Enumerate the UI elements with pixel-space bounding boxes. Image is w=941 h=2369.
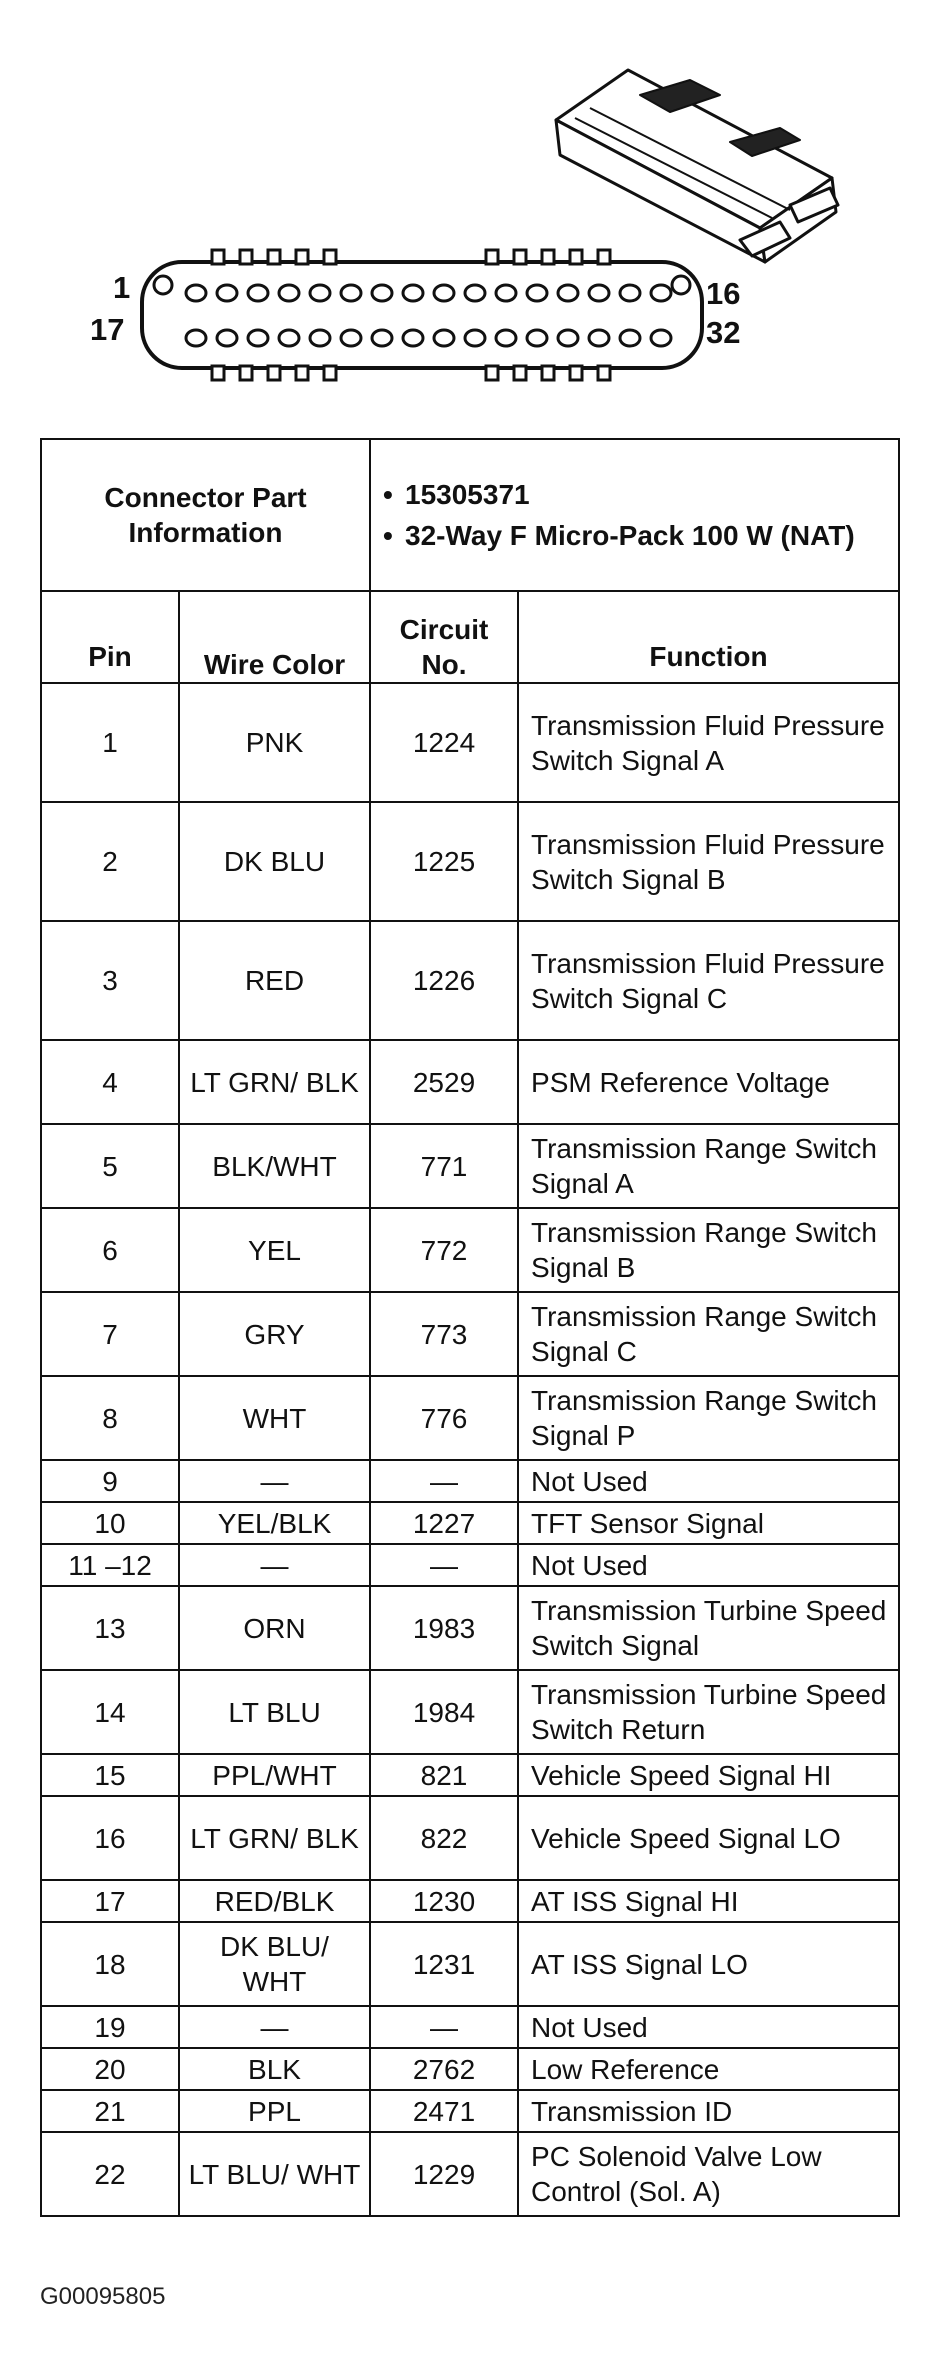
table-row — [41, 802, 899, 921]
cell-wire-color: RED — [179, 921, 370, 1040]
connector-info-values — [370, 439, 899, 591]
pin-label-16: 16 — [706, 276, 741, 311]
pin-socket — [372, 285, 392, 301]
part-number: 15305371 — [405, 479, 530, 510]
cell-wire-color: — — [179, 1544, 370, 1586]
cell-function: Not Used — [518, 2006, 899, 2048]
cell-function: Not Used — [518, 1460, 899, 1502]
cell-function: Transmission Turbine Speed Switch Return — [518, 1670, 899, 1754]
cell-pin: 8 — [41, 1376, 179, 1460]
pin-socket — [341, 330, 361, 346]
pin-label-32: 32 — [706, 315, 741, 350]
cell-function: Transmission Range Switch Signal C — [518, 1292, 899, 1376]
pin-socket — [558, 285, 578, 301]
connector-info-row — [41, 439, 899, 591]
pin-label-1: 1 — [113, 270, 131, 305]
cell-wire-color: PNK — [179, 683, 370, 802]
pin-socket — [434, 330, 454, 346]
cell-circuit: 772 — [370, 1208, 518, 1292]
cell-function: Low Reference — [518, 2048, 899, 2090]
connector-face — [142, 250, 702, 380]
cell-circuit: 1226 — [370, 921, 518, 1040]
figure-id: G00095805 — [40, 2283, 166, 2310]
column-header-function: Function — [518, 591, 899, 683]
pin-socket — [620, 330, 640, 346]
cell-pin: 18 — [41, 1922, 179, 2006]
cell-function: PC Solenoid Valve Low Control (Sol. A) — [518, 2132, 899, 2216]
pin-socket — [558, 330, 578, 346]
pin-socket — [496, 330, 516, 346]
table-row — [41, 1754, 899, 1796]
pin-socket — [248, 330, 268, 346]
pin-socket — [527, 285, 547, 301]
table-row — [41, 1460, 899, 1502]
cell-circuit: 1229 — [370, 2132, 518, 2216]
cell-circuit: — — [370, 1460, 518, 1502]
cell-function: Transmission Range Switch Signal B — [518, 1208, 899, 1292]
cell-pin: 10 — [41, 1502, 179, 1544]
cell-wire-color: LT BLU/ WHT — [179, 2132, 370, 2216]
cell-circuit: 822 — [370, 1796, 518, 1880]
cell-function: Vehicle Speed Signal LO — [518, 1796, 899, 1880]
pin-socket — [465, 285, 485, 301]
cell-wire-color: — — [179, 2006, 370, 2048]
table-row — [41, 2006, 899, 2048]
cell-pin: 15 — [41, 1754, 179, 1796]
cell-pin: 7 — [41, 1292, 179, 1376]
cell-circuit: — — [370, 2006, 518, 2048]
table-row — [41, 921, 899, 1040]
cell-circuit: 776 — [370, 1376, 518, 1460]
table-row — [41, 1544, 899, 1586]
cell-pin: 14 — [41, 1670, 179, 1754]
cell-function: Transmission Range Switch Signal P — [518, 1376, 899, 1460]
part-number-item: • 15305371 — [383, 479, 530, 510]
connector-info-header: Connector Part Information — [41, 439, 370, 591]
pin-socket — [217, 285, 237, 301]
cell-function: Transmission ID — [518, 2090, 899, 2132]
pin-socket — [279, 285, 299, 301]
cell-function: Transmission Turbine Speed Switch Signal — [518, 1586, 899, 1670]
cell-circuit: 771 — [370, 1124, 518, 1208]
cell-pin: 4 — [41, 1040, 179, 1124]
cell-pin: 16 — [41, 1796, 179, 1880]
connector-figure — [0, 0, 941, 430]
pin-socket — [651, 285, 671, 301]
column-header-row — [41, 591, 899, 683]
connector-drawing — [0, 0, 941, 430]
cell-function: Not Used — [518, 1544, 899, 1586]
cell-function: AT ISS Signal HI — [518, 1880, 899, 1922]
pin-label-17: 17 — [90, 312, 125, 347]
cell-function: Transmission Range Switch Signal A — [518, 1124, 899, 1208]
cell-circuit: 2529 — [370, 1040, 518, 1124]
table-row — [41, 1376, 899, 1460]
cell-wire-color: BLK/WHT — [179, 1124, 370, 1208]
pin-socket — [341, 285, 361, 301]
table-row — [41, 1586, 899, 1670]
table-row — [41, 1796, 899, 1880]
cell-wire-color: LT BLU — [179, 1670, 370, 1754]
cell-pin: 11 –12 — [41, 1544, 179, 1586]
connector-type-item: • 32-Way F Micro-Pack 100 W (NAT) — [383, 520, 855, 551]
cell-pin: 3 — [41, 921, 179, 1040]
table-row — [41, 683, 899, 802]
cell-wire-color: — — [179, 1460, 370, 1502]
cell-function: TFT Sensor Signal — [518, 1502, 899, 1544]
cell-circuit: 2471 — [370, 2090, 518, 2132]
table-row — [41, 1124, 899, 1208]
cell-circuit: 1227 — [370, 1502, 518, 1544]
table-row — [41, 1670, 899, 1754]
pin-socket — [279, 330, 299, 346]
table-row — [41, 2048, 899, 2090]
pinout-rows — [41, 683, 899, 2216]
cell-function: Transmission Fluid Pressure Switch Signal A — [518, 683, 899, 802]
cell-pin: 21 — [41, 2090, 179, 2132]
keying-post-left — [154, 276, 172, 294]
pin-socket — [589, 330, 609, 346]
table-row — [41, 1502, 899, 1544]
cell-pin: 20 — [41, 2048, 179, 2090]
column-header-wire-color: Wire Color — [179, 591, 370, 683]
pin-socket — [217, 330, 237, 346]
cell-wire-color: WHT — [179, 1376, 370, 1460]
keying-post-right — [672, 276, 690, 294]
cell-wire-color: RED/BLK — [179, 1880, 370, 1922]
pin-socket — [434, 285, 454, 301]
cell-pin: 2 — [41, 802, 179, 921]
cell-wire-color: GRY — [179, 1292, 370, 1376]
column-header-pin: Pin — [41, 591, 179, 683]
pin-socket — [465, 330, 485, 346]
connector-isometric-illustration — [556, 70, 838, 262]
cell-circuit: 2762 — [370, 2048, 518, 2090]
pin-socket — [620, 285, 640, 301]
pin-socket — [186, 330, 206, 346]
cell-pin: 1 — [41, 683, 179, 802]
cell-wire-color: DK BLU — [179, 802, 370, 921]
cell-wire-color: YEL/BLK — [179, 1502, 370, 1544]
cell-wire-color: ORN — [179, 1586, 370, 1670]
cell-circuit: 1983 — [370, 1586, 518, 1670]
cell-wire-color: DK BLU/ WHT — [179, 1922, 370, 2006]
pin-socket — [310, 285, 330, 301]
cell-wire-color: LT GRN/ BLK — [179, 1040, 370, 1124]
cell-circuit: — — [370, 1544, 518, 1586]
table-row — [41, 1880, 899, 1922]
cell-circuit: 1225 — [370, 802, 518, 921]
table-row — [41, 2132, 899, 2216]
cell-circuit: 773 — [370, 1292, 518, 1376]
pin-socket — [527, 330, 547, 346]
cell-function: AT ISS Signal LO — [518, 1922, 899, 2006]
cell-wire-color: YEL — [179, 1208, 370, 1292]
cell-circuit: 1224 — [370, 683, 518, 802]
cell-circuit: 1984 — [370, 1670, 518, 1754]
cell-wire-color: LT GRN/ BLK — [179, 1796, 370, 1880]
table-row — [41, 1292, 899, 1376]
table-row — [41, 1040, 899, 1124]
column-header-circuit: Circuit No. — [370, 591, 518, 683]
cell-circuit: 1230 — [370, 1880, 518, 1922]
pin-socket — [248, 285, 268, 301]
cell-circuit: 821 — [370, 1754, 518, 1796]
table-row — [41, 2090, 899, 2132]
pin-socket — [403, 285, 423, 301]
pin-socket — [651, 330, 671, 346]
pin-socket — [589, 285, 609, 301]
cell-pin: 9 — [41, 1460, 179, 1502]
cell-function: PSM Reference Voltage — [518, 1040, 899, 1124]
pinout-table — [40, 438, 900, 2217]
cell-circuit: 1231 — [370, 1922, 518, 2006]
cell-pin: 5 — [41, 1124, 179, 1208]
cell-function: Vehicle Speed Signal HI — [518, 1754, 899, 1796]
pin-socket — [372, 330, 392, 346]
pin-socket — [496, 285, 516, 301]
cell-wire-color: PPL/WHT — [179, 1754, 370, 1796]
pin-socket — [186, 285, 206, 301]
cell-pin: 17 — [41, 1880, 179, 1922]
table-row — [41, 1208, 899, 1292]
connector-type: 32-Way F Micro-Pack 100 W (NAT) — [405, 520, 855, 551]
cell-pin: 22 — [41, 2132, 179, 2216]
pin-socket — [310, 330, 330, 346]
cell-wire-color: PPL — [179, 2090, 370, 2132]
cell-function: Transmission Fluid Pressure Switch Signal C — [518, 921, 899, 1040]
cell-pin: 13 — [41, 1586, 179, 1670]
cell-pin: 19 — [41, 2006, 179, 2048]
pin-socket — [403, 330, 423, 346]
cell-pin: 6 — [41, 1208, 179, 1292]
cell-wire-color: BLK — [179, 2048, 370, 2090]
table-row — [41, 1922, 899, 2006]
cell-function: Transmission Fluid Pressure Switch Signal B — [518, 802, 899, 921]
